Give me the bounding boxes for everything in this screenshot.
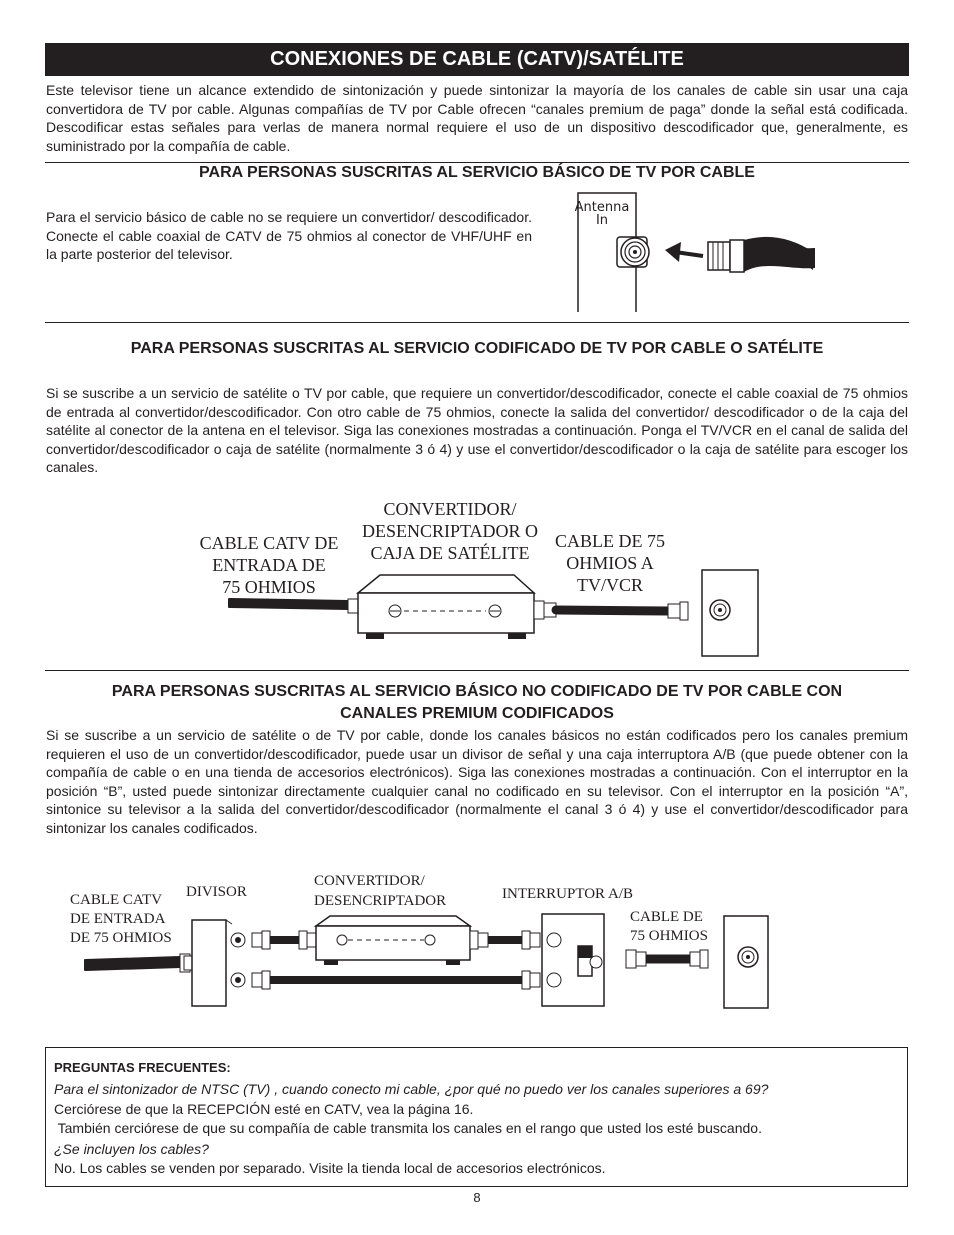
arrow-icon (665, 242, 703, 262)
splitter-diagram (84, 912, 774, 1012)
faq-question-1: Para el sintonizador de NTSC (TV) , cuando conecto mi cable, ¿por qué no puedo ver los canales superiores a 69? (54, 1081, 769, 1097)
label-line: DE 75 OHMIOS (70, 930, 172, 946)
faq-answer-1b: También cerciórese de que su compañía de cable transmita los canales en el rango que usted los esté buscando. (54, 1120, 762, 1136)
label-line: CABLE DE 75 (555, 531, 665, 551)
coax-plug-icon (470, 931, 488, 949)
faq-answer-1: Cerciórese de que la RECEPCIÓN esté en CATV, vea la página 16. (54, 1101, 474, 1117)
section2-body: Si se suscribe a un servicio de satélite o TV por cable, que requiere un convertidor/descodificador, conecte el cable coaxial de 75 ohmios de entrada al convertidor/descodificador. Con otro cable de 75 ohmios, conecte la salida del convertidor/ descodificador o de la caja del satélite al conector de la antena en el televisor. Siga las conexiones mostradas a continuación. Ponga el TV/VCR en el canal de salida del convertidor/descodificador o caja de satélite (normalmente 3 ó 4) y use el convertidor/descodificador o la caja de satélite para escoger los canales. (46, 385, 908, 475)
label-line: TV/VCR (576, 575, 643, 595)
faq-title: PREGUNTAS FRECUENTES: (54, 1060, 231, 1075)
section2-heading: PARA PERSONAS SUSCRITAS AL SERVICIO CODIFICADO DE TV POR CABLE O SATÉLITE (130, 340, 824, 357)
splitter-icon (192, 920, 245, 1006)
faq-question-2: ¿Se incluyen los cables? (54, 1141, 209, 1157)
antenna-in-label-2: In (595, 213, 609, 228)
label-line: CONVERTIDOR/ (314, 873, 425, 889)
divider (45, 322, 909, 323)
heading-line: CANALES PREMIUM CODIFICADOS (340, 705, 614, 722)
faq-answer-2: No. Los cables se venden por separado. Visite la tienda local de accesorios electrónicos. (54, 1160, 606, 1176)
divider (45, 162, 909, 163)
coax-plug-icon (690, 950, 708, 968)
output-cable (556, 610, 668, 611)
section1-heading: PARA PERSONAS SUSCRITAS AL SERVICIO BÁSICO DE TV POR CABLE (199, 164, 755, 181)
heading-line: PARA PERSONAS SUSCRITAS AL SERVICIO BÁSICO NO CODIFICADO DE TV POR CABLE CON (111, 683, 843, 700)
tv-antenna-jack-icon (724, 916, 768, 1008)
label-line: CABLE CATV (70, 892, 163, 908)
label-line: ENTRADA DE (212, 555, 326, 575)
coax-plug-icon (252, 931, 270, 949)
faq-box (45, 1047, 908, 1187)
section3-heading (45, 681, 909, 725)
page-title: CONEXIONES DE CABLE (CATV)/SATÉLITE (45, 43, 909, 76)
antenna-in-label-1: Antenna (575, 200, 630, 215)
label-line: CAJA DE SATÉLITE (370, 543, 530, 563)
ab-switch-icon (542, 914, 604, 1006)
tv-antenna-jack-icon (702, 570, 758, 656)
coax-plug-icon (626, 950, 646, 968)
label-line: CABLE DE (630, 909, 703, 925)
coax-plug-icon (299, 931, 317, 949)
intro-paragraph: Este televisor tiene un alcance extendido de sintonización y puede sintonizar la mayoría de los canales de cable sin usar una caja convertidora de TV por cable. Algunas compañías de TV por Cable ofrecen “canales premium de paga” donde la señal está codificada. Descodificar estas señales para verlas de manera normal requiere el uso de un dispositivo descodificador que, generalmente, es suministrado por la compañía de cable. (46, 82, 908, 154)
label-line: DESENCRIPTADOR (314, 893, 447, 909)
antenna-in-diagram (575, 190, 815, 315)
coax-plug-icon (522, 931, 540, 989)
label-line: 75 OHMIOS (630, 928, 708, 944)
label-line: CONVERTIDOR/ (383, 499, 517, 519)
label-line: DESENCRIPTADOR O (361, 521, 539, 541)
label-line: CABLE CATV DE (199, 533, 339, 553)
converter-label (314, 871, 446, 911)
divider (45, 670, 909, 671)
input-cable (230, 603, 348, 605)
antenna-connector-icon (617, 237, 649, 267)
divider-label: DIVISOR (186, 884, 247, 900)
converter-diagram (228, 565, 763, 660)
coax-plug-icon (252, 971, 270, 989)
ab-switch-label: INTERRUPTOR A/B (502, 886, 633, 902)
input-cable (86, 962, 180, 965)
section3-body: Si se suscribe a un servicio de satélite o de TV por cable, donde los canales básicos no están codificados pero los canales premium requieren el uso de un convertidor/descodificador, puede usar un divisor de señal y una caja interruptora A/B (que puede obtener con la compañía de cable o en una tienda de accesorios electrónicos). Siga las conexiones mostradas a continuación. Con el interruptor en la posición “B”, usted puede sintonizar directamente cualquier canal no codificado en su televisor. Con el interruptor en la posición “A”, sintonice su televisor a la salida del convertidor/descodificador (normalmente el canal 3 ó 4) y use el convertidor/descodificador para sintonizar los canales codificados. (46, 727, 908, 836)
coax-plug-icon (668, 602, 688, 620)
label-line: OHMIOS A (566, 553, 654, 573)
coax-plug-icon (708, 237, 815, 272)
label-line: DE ENTRADA (70, 911, 166, 927)
section1-body: Para el servicio básico de cable no se requiere un convertidor/ descodificador. Conecte el cable coaxial de CATV de 75 ohmios al conector de VHF/UHF en la parte posterior del televisor. (46, 209, 532, 262)
label-line: 75 OHMIOS (222, 577, 316, 597)
converter-box-icon (358, 575, 534, 639)
converter-label (345, 498, 555, 564)
page-number: 8 (473, 1190, 481, 1205)
converter-box-icon (316, 916, 470, 965)
